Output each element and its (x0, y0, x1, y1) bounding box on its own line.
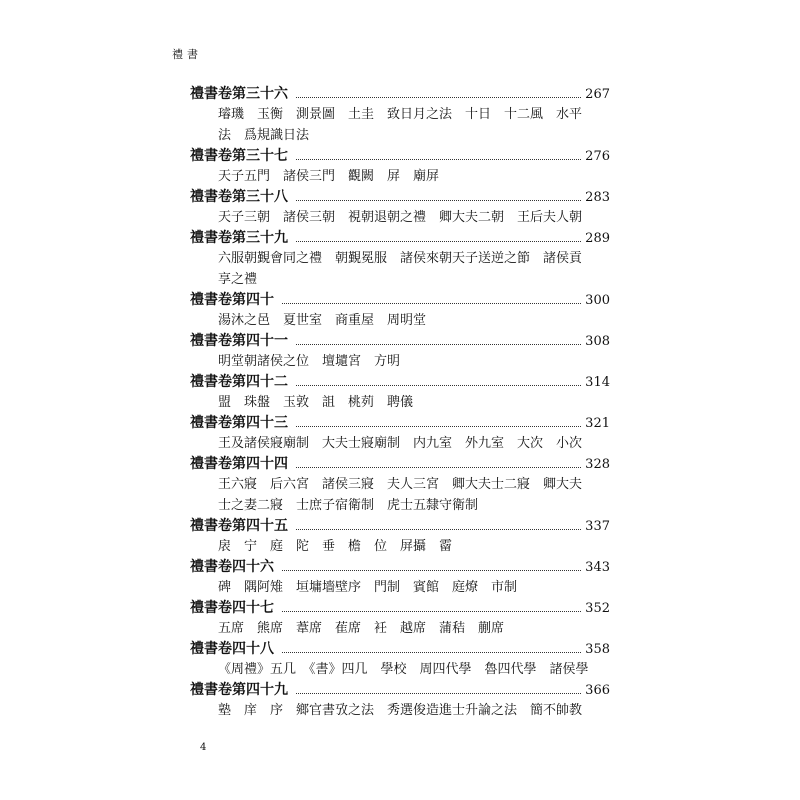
dot-leader (296, 158, 581, 160)
dot-leader (282, 569, 581, 571)
chapter-title: 禮書卷第四十 (190, 292, 274, 308)
dot-leader (282, 610, 581, 612)
chapter-topics-line: 塾 庠 序 鄉官書攷之法 秀選俊造進士升論之法 簡不帥教 (218, 703, 583, 718)
chapter-topics-line: 盟 珠盤 玉敦 詛 桃茢 聘儀 (218, 395, 414, 410)
chapter-topics-line: 湯沐之邑 夏世室 商重屋 周明堂 (218, 313, 427, 328)
chapter-title: 禮書卷第四十四 (190, 456, 288, 472)
dot-leader (296, 343, 581, 345)
chapter-title: 禮書卷第三十七 (190, 148, 288, 164)
dot-leader (296, 425, 581, 427)
chapter-line (190, 639, 610, 659)
chapter-topics-line: 享之禮 (218, 272, 258, 287)
chapter-title: 禮書卷第三十九 (190, 230, 288, 246)
chapter-topics-line: 天子五門 諸侯三門 觀闕 屏 廟屏 (218, 169, 440, 184)
dot-leader (296, 96, 581, 98)
dot-leader (296, 384, 581, 386)
chapter-title: 禮書卷第三十六 (190, 86, 288, 102)
dot-leader (296, 240, 581, 242)
chapter-topics-line: 六服朝覲會同之禮 朝覲冕服 諸侯來朝天子送逆之節 諸侯貢 (218, 251, 583, 266)
chapter-page-number: 276 (585, 149, 610, 164)
chapter-page-number: 337 (585, 519, 610, 534)
toc-entry (190, 516, 610, 557)
toc-entry (190, 84, 610, 146)
chapter-page-number: 321 (585, 416, 610, 431)
toc-entry (190, 146, 610, 187)
dot-leader (282, 302, 581, 304)
toc-entry (190, 372, 610, 413)
toc-entry (190, 680, 610, 721)
chapter-line (190, 454, 610, 474)
chapter-topics-line: 扆 宁 庭 陀 垂 檐 位 屏攝 霤 (218, 539, 453, 554)
chapter-line (190, 598, 610, 618)
chapter-topics-line: 璿璣 玉衡 測景圖 土圭 致日月之法 十日 十二風 水平 (218, 107, 583, 122)
chapter-topics-line: 五席 熊席 葦席 萑席 衽 越席 蒲秸 蒯席 (218, 621, 505, 636)
page-number: 4 (200, 742, 207, 753)
chapter-title: 禮書卷第四十三 (190, 415, 288, 431)
chapter-page-number: 283 (585, 190, 610, 205)
toc-entry (190, 228, 610, 290)
chapter-line (190, 84, 610, 104)
chapter-line (190, 557, 610, 577)
dot-leader (296, 199, 581, 201)
chapter-topics-line: 《周禮》五几 《書》四几 學校 周四代學 魯四代學 諸侯學 (218, 662, 589, 677)
chapter-topics-line: 明堂朝諸侯之位 壇壝宮 方明 (218, 354, 401, 369)
dot-leader (282, 651, 581, 653)
chapter-line (190, 146, 610, 166)
chapter-topics-line: 王六寢 后六宮 諸侯三寢 夫人三宮 卿大夫士二寢 卿大夫 (218, 477, 583, 492)
chapter-topics-line: 士之妻二寢 士庶子宿衛制 虎士五隸守衛制 (218, 498, 479, 513)
chapter-page-number: 352 (585, 601, 610, 616)
chapter-line (190, 372, 610, 392)
chapter-page-number: 289 (585, 231, 610, 246)
chapter-line (190, 228, 610, 248)
chapter-topics-line: 法 爲規識日法 (218, 128, 310, 143)
toc-entry (190, 639, 610, 680)
chapter-page-number: 267 (585, 87, 610, 102)
dot-leader (296, 692, 581, 694)
chapter-topics-line: 王及諸侯寢廟制 大夫士寢廟制 内九室 外九室 大次 小次 (218, 436, 583, 451)
chapter-title: 禮書卷第四十九 (190, 682, 288, 698)
toc-entry (190, 290, 610, 331)
chapter-line (190, 187, 610, 207)
toc-entry (190, 413, 610, 454)
chapter-title: 禮書卷第三十八 (190, 189, 288, 205)
toc-entry (190, 331, 610, 372)
chapter-title: 禮書卷四十七 (190, 600, 274, 616)
chapter-page-number: 300 (585, 293, 610, 308)
chapter-line (190, 516, 610, 536)
dot-leader (296, 528, 581, 530)
chapter-page-number: 314 (585, 375, 610, 390)
chapter-line (190, 680, 610, 700)
chapter-page-number: 358 (585, 642, 610, 657)
chapter-title: 禮書卷第四十一 (190, 333, 288, 349)
running-head: 禮書 (172, 48, 202, 61)
chapter-title: 禮書卷第四十五 (190, 518, 288, 534)
toc-entry (190, 598, 610, 639)
chapter-page-number: 343 (585, 560, 610, 575)
dot-leader (296, 466, 581, 468)
chapter-topics-line: 天子三朝 諸侯三朝 視朝退朝之禮 卿大夫二朝 王后夫人朝 (218, 210, 583, 225)
chapter-page-number: 366 (585, 683, 610, 698)
toc-entry (190, 557, 610, 598)
toc-entry (190, 187, 610, 228)
chapter-title: 禮書卷四十八 (190, 641, 274, 657)
chapter-page-number: 328 (585, 457, 610, 472)
chapter-line (190, 290, 610, 310)
table-of-contents (190, 84, 610, 721)
chapter-topics-line: 碑 隅阿雉 垣墉墻壁序 門制 賓館 庭燎 市制 (218, 580, 518, 595)
toc-entry (190, 454, 610, 516)
chapter-title: 禮書卷四十六 (190, 559, 274, 575)
chapter-line (190, 331, 610, 351)
chapter-line (190, 413, 610, 433)
chapter-page-number: 308 (585, 334, 610, 349)
chapter-title: 禮書卷第四十二 (190, 374, 288, 390)
